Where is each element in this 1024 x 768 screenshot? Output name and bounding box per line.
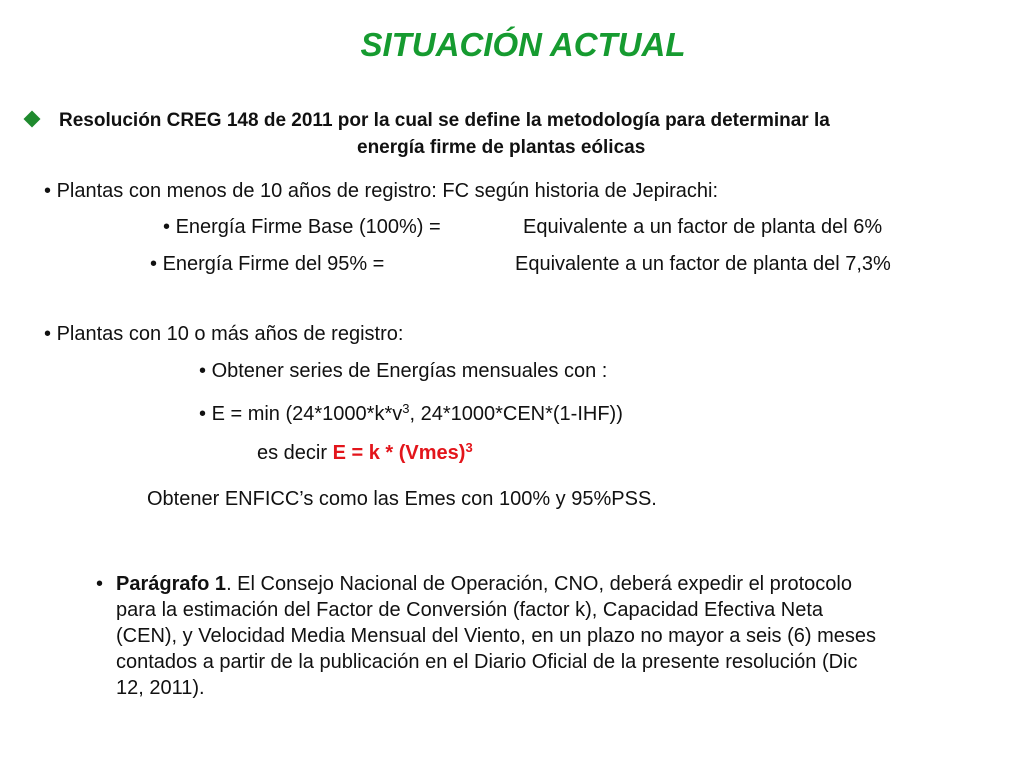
section1-item-2-label: • Energía Firme del 95% = bbox=[150, 253, 385, 275]
paragraph-body bbox=[116, 571, 976, 701]
formula-suffix: , 24*1000*CEN*(1-IHF)) bbox=[409, 403, 623, 425]
section2-step1-text: Obtener series de Energías mensuales con : bbox=[211, 360, 608, 382]
diamond-bullet-icon bbox=[24, 111, 41, 128]
paragraph-line-4: contados a partir de la publicación en el Diario Oficial de la presente resolución (Dic bbox=[116, 651, 858, 673]
resolution-line-1: Resolución CREG 148 de 2011 por la cual se define la metodología para determinar la bbox=[59, 110, 830, 131]
paragraph-line-5: 12, 2011). bbox=[116, 677, 205, 699]
formula-highlight bbox=[332, 439, 473, 464]
formula-line: • $E = \min (24*1000*k*v^3$, 24*1000*CEN*(1-IHF)) bbox=[199, 400, 623, 425]
paragraph-bullet: • bbox=[96, 573, 104, 595]
formula-highlight-text: E = k * (Vmes) bbox=[332, 442, 466, 464]
resolution-line-2: energía firme de plantas eólicas bbox=[357, 137, 646, 158]
page-title: SITUACIÓN ACTUAL bbox=[360, 26, 686, 63]
paragraph-label: Parágrafo 1 bbox=[116, 573, 227, 595]
item-2-label-text: Energía Firme del 95% = bbox=[162, 253, 385, 275]
section2-step1: • Obtener series de Energías mensuales con : bbox=[199, 360, 608, 382]
formula-highlight-exponent: 3 bbox=[465, 439, 473, 455]
section1-heading-text: Plantas con menos de 10 años de registro: FC según historia de Jepirachi: bbox=[56, 180, 719, 202]
es-decir-line bbox=[257, 439, 473, 465]
paragraph-line-1 bbox=[116, 571, 976, 597]
paragraph-line-1-text: . El Consejo Nacional de Operación, CNO, deberá expedir el protocolo bbox=[226, 573, 852, 595]
section2-conclusion: Obtener ENFICC’s como las Emes con 100% y 95%PSS. bbox=[147, 488, 657, 510]
paragraph-line-3: (CEN), y Velocidad Media Mensual del Viento, en un plazo no mayor a seis (6) meses bbox=[116, 625, 877, 647]
section1-heading: • Plantas con menos de 10 años de registro: FC según historia de Jepirachi: bbox=[44, 180, 719, 202]
item-1-label-text: Energía Firme Base (100%) = bbox=[175, 216, 441, 238]
es-decir-prefix: es decir bbox=[257, 442, 333, 464]
section2-heading-text: Plantas con 10 o más años de registro: bbox=[56, 323, 404, 345]
formula-exponent: 3 bbox=[402, 400, 410, 416]
section2-heading: • Plantas con 10 o más años de registro: bbox=[44, 323, 404, 345]
paragraph-block bbox=[96, 571, 976, 701]
paragraph-line-2: para la estimación del Factor de Conversión (factor k), Capacidad Efectiva Neta bbox=[116, 599, 824, 621]
section1-item-1-value: Equivalente a un factor de planta del 6% bbox=[523, 216, 883, 238]
section1-item-2-value: Equivalente a un factor de planta del 7,3% bbox=[515, 253, 891, 275]
formula-prefix: E = min (24*1000*k*v bbox=[211, 403, 403, 425]
section1-item-1-label: • Energía Firme Base (100%) = bbox=[163, 216, 441, 238]
